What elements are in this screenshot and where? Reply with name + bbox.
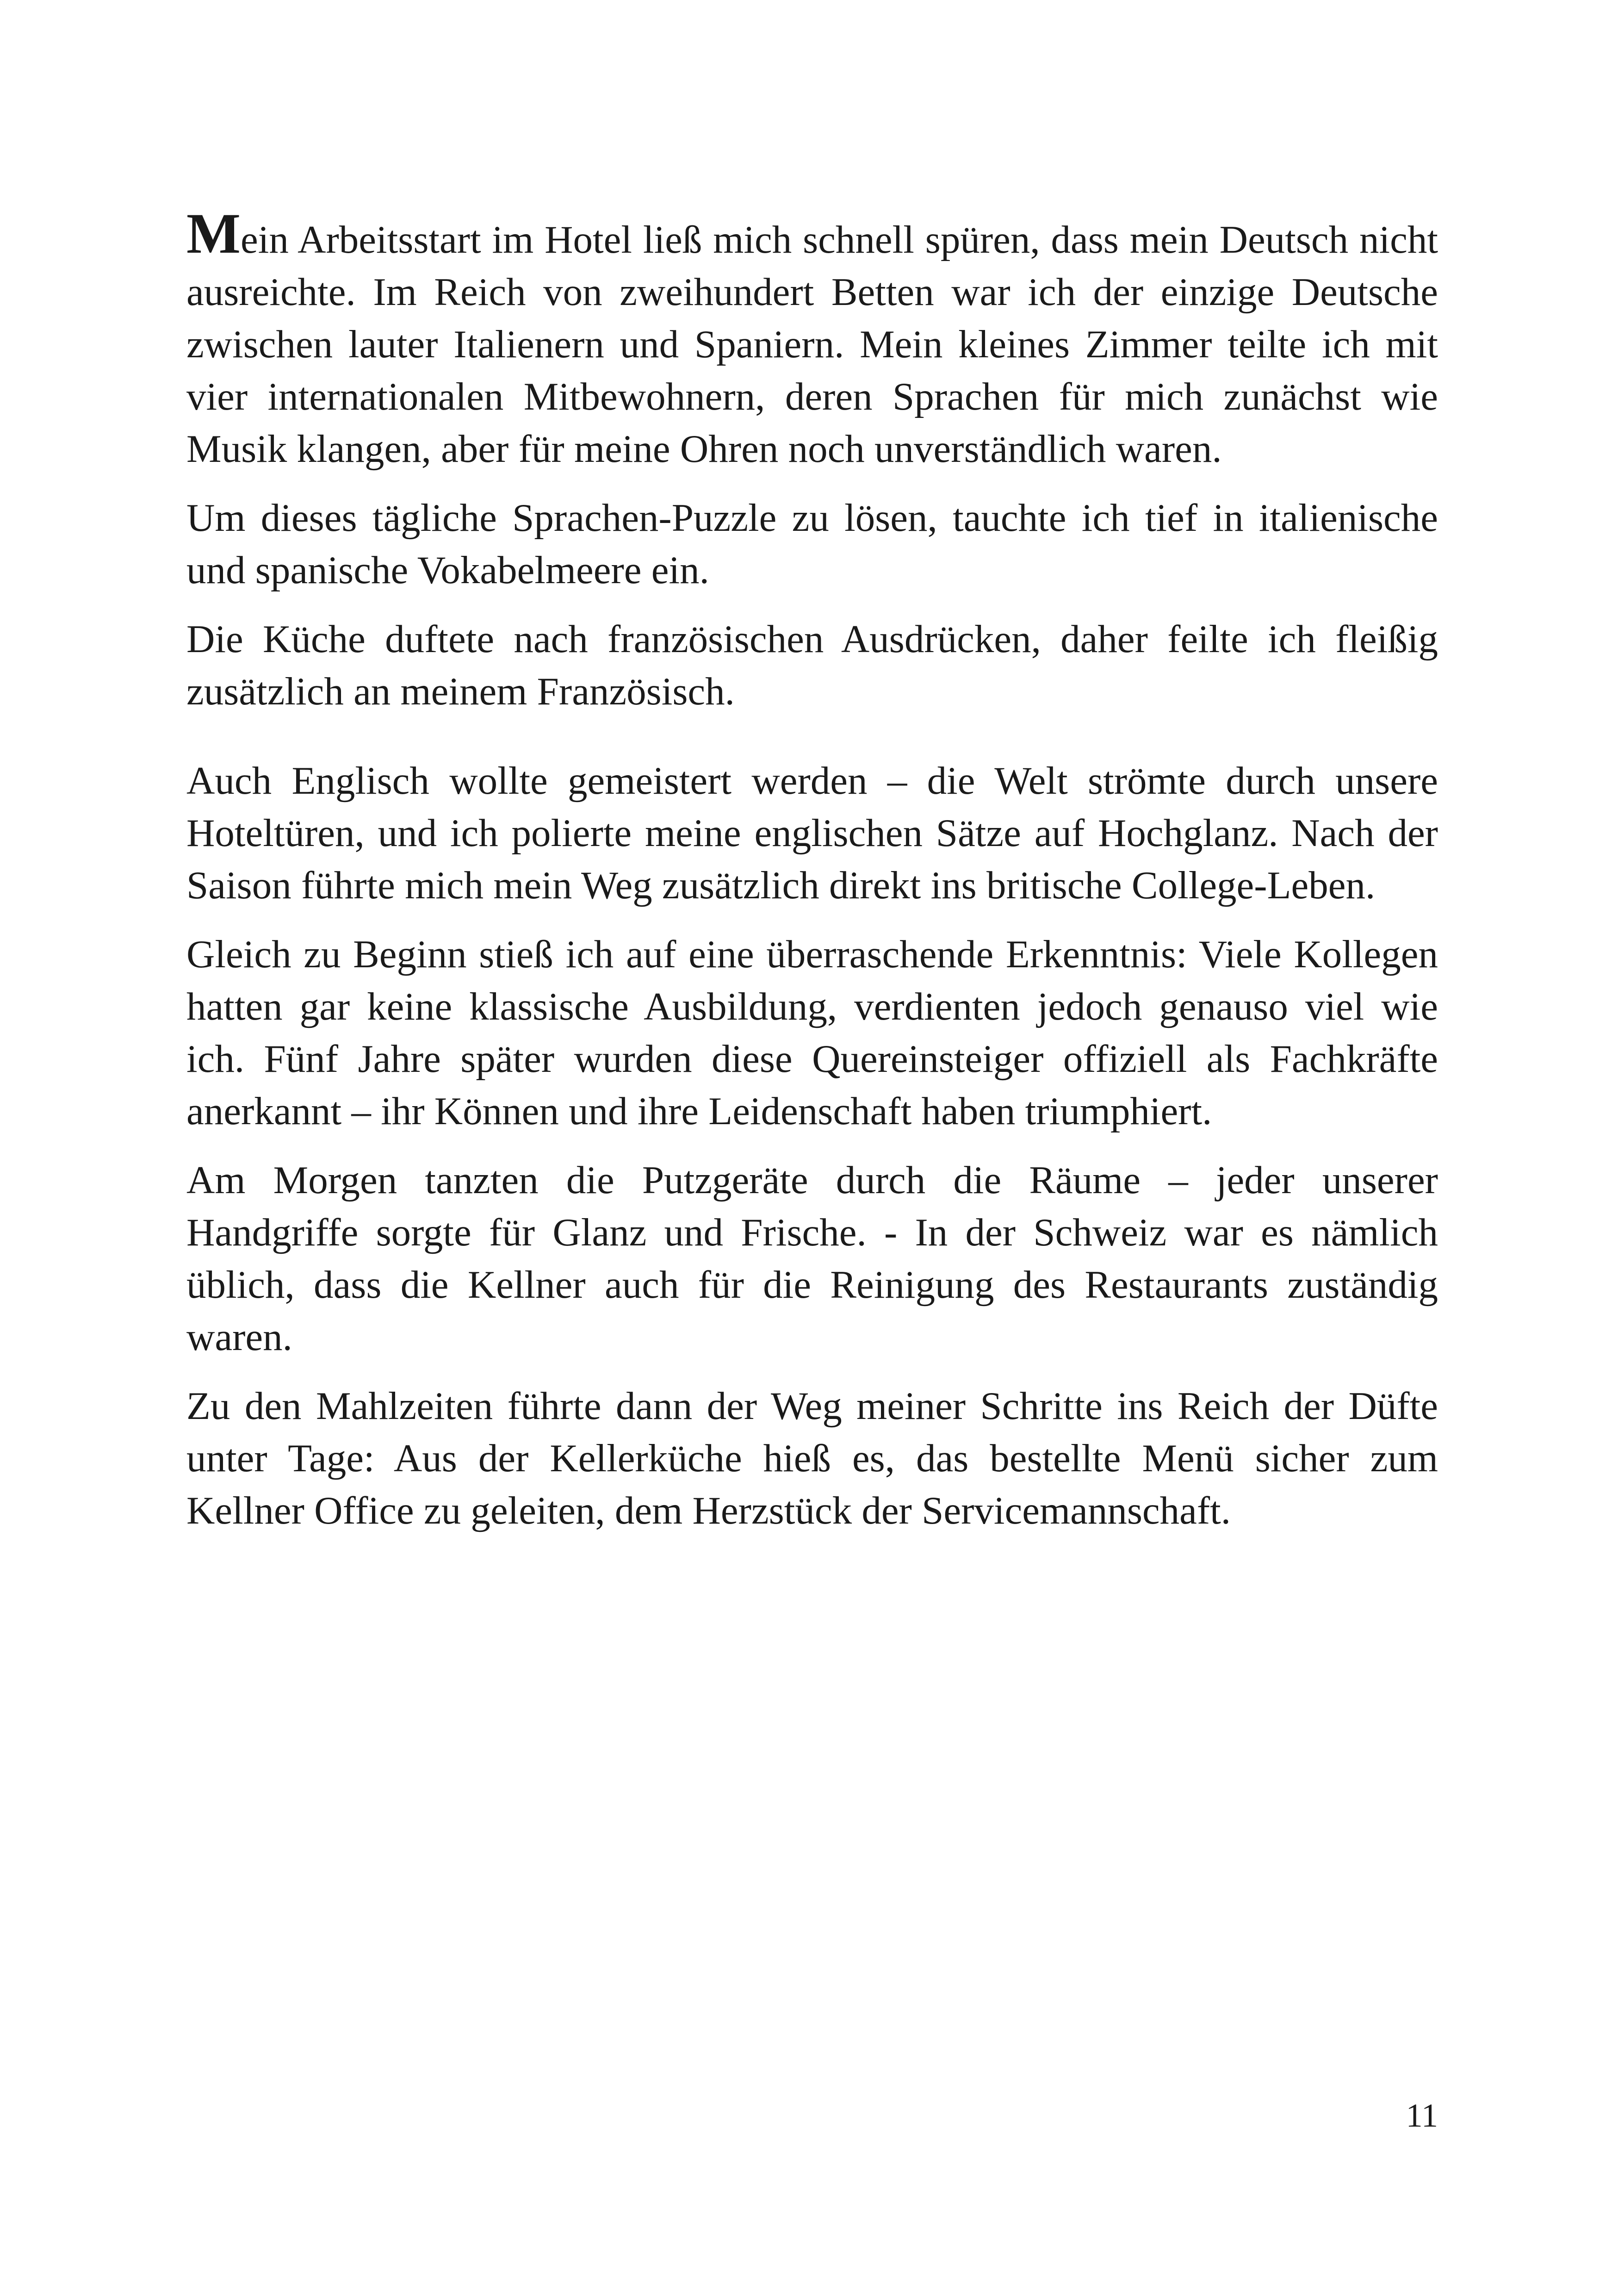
paragraph-4: Auch Englisch wollte gemeistert werden – die Welt strömte durch unsere Hoteltüren, und ich polierte meine englischen Sätze auf Hochglanz. Nach der Saison führte mich mein Weg zusätzlich direkt ins britische College-Leben. [186,759,1438,907]
dropcap-initial: M [186,202,241,265]
paragraph-6: Am Morgen tanzten die Putzgeräte durch die Räume – jeder unserer Handgriffe sorgte für Glanz und Frische. - In der Schweiz war es nämlich üblich, dass die Kellner auch für die Reinigung des Restaurants zuständig waren. [186,1158,1438,1359]
body-text [186,202,1438,1554]
paragraph-3: Die Küche duftete nach französischen Ausdrücken, daher feilte ich fleißig zusätzlich an meinem Französisch. [186,617,1438,713]
page-number: 11 [1406,2097,1438,2134]
paragraph-1-text: ein Arbeitsstart im Hotel ließ mich schnell spüren, dass mein Deutsch nicht ausreichte. Im Reich von zweihundert Betten war ich der einzige Deutsche zwischen lauter Italienern und Spaniern. Mein kleines Zimmer teilte ich mit vier internationalen Mitbewohnern, deren Sprachen für mich zunächst wie Musik klangen, aber für meine Ohren noch unverständlich waren. [186,218,1438,471]
paragraph-2: Um dieses tägliche Sprachen-Puzzle zu lösen, tauchte ich tief in italienische und spanische Vokabelmeere ein. [186,496,1438,592]
paragraph-5: Gleich zu Beginn stieß ich auf eine überraschende Erkenntnis: Viele Kollegen hatten gar keine klassische Ausbildung, verdienten jedoch genauso viel wie ich. Fünf Jahre später wurden diese Quereinsteiger offiziell als Fachkräfte anerkannt – ihr Können und ihre Leidenschaft haben triumphiert. [186,933,1438,1133]
paragraph-7: Zu den Mahlzeiten führte dann der Weg meiner Schritte ins Reich der Düfte unter Tage: Aus der Kellerküche hieß es, das bestellte Menü sicher zum Kellner Office zu geleiten, dem Herzstück der Servicemannschaft. [186,1384,1438,1532]
paragraph-1 [186,202,1438,475]
